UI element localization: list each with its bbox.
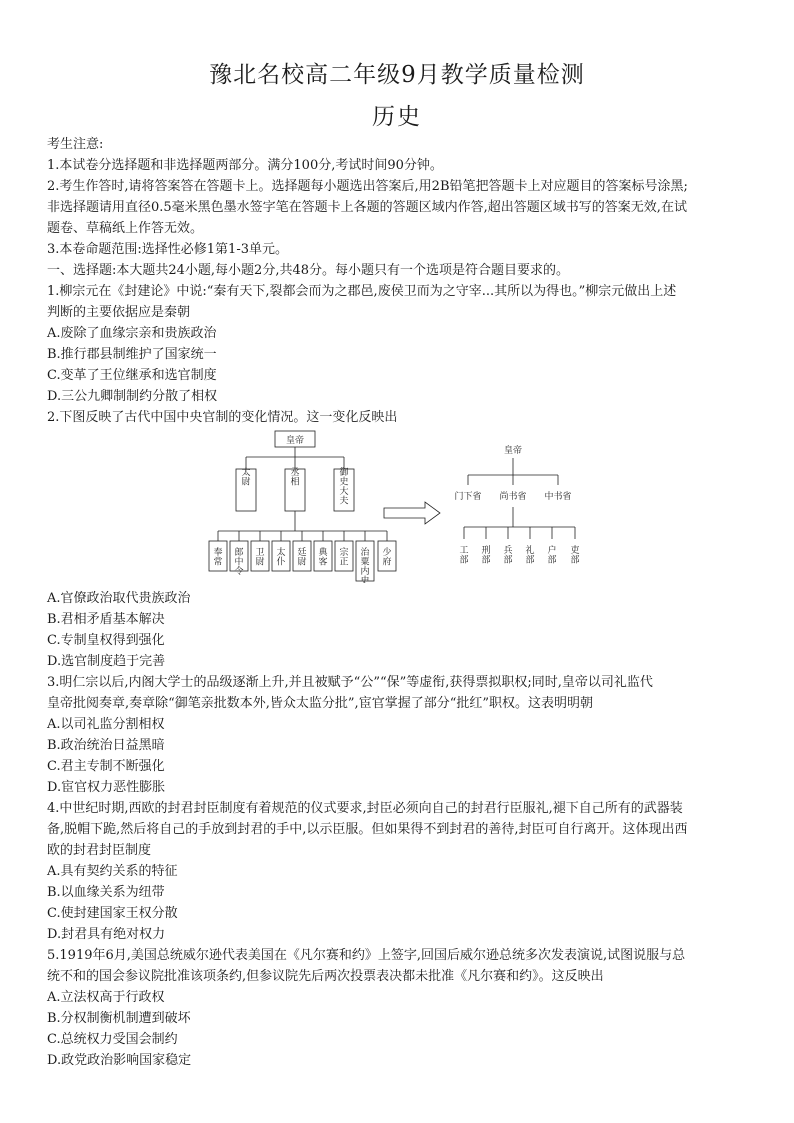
q5-stem: 5.1919年6月,美国总统威尔逊代表美国在《凡尔赛和约》上签字,回国后威尔逊总统多次发表演说,试图说服与总 <box>47 948 686 963</box>
diagram-taiwei: 太尉 <box>241 468 251 488</box>
q3-stem: 皇帝批阅奏章,奏章除“御笔亲批数本外,皆众太监分批”,宦官掌握了部分“批红”职权。这表明明朝 <box>47 696 593 711</box>
diagram-bingbu: 兵部 <box>503 546 513 566</box>
q3-option-d: D.宦官权力恶性膨胀 <box>47 780 166 795</box>
q2-option-b: B.君相矛盾基本解决 <box>47 612 165 627</box>
q5-option-a: A.立法权高于行政权 <box>47 990 165 1005</box>
diagram-taipu: 太仆 <box>276 548 286 568</box>
diagram-emperor-right: 皇帝 <box>503 446 523 456</box>
q5-option-d: D.政党政治影响国家稳定 <box>47 1053 192 1068</box>
diagram-chengxiang: 丞相 <box>290 468 300 488</box>
q4-option-c: C.使封建国家王权分散 <box>47 906 178 921</box>
q1-option-d: D.三公九卿制制约分散了相权 <box>47 389 218 404</box>
notice-item: 1.本试卷分选择题和非选择题两部分。满分100分,考试时间90分钟。 <box>47 158 443 173</box>
diagram-hubu: 户部 <box>547 546 557 566</box>
exam-body-bottom <box>47 588 757 1071</box>
q1-option-b: B.推行郡县制维护了国家统一 <box>47 347 217 362</box>
diagram-gongbu: 工部 <box>459 546 469 566</box>
exam-title: 豫北名校高二年级9月教学质量检测 <box>209 62 585 88</box>
diagram-yushidafu: 御史大夫 <box>339 468 349 507</box>
diagram-zhisuneishi: 治粟内史 <box>360 548 370 583</box>
diagram-zongzheng: 宗正 <box>339 548 349 568</box>
q2-option-c: C.专制皇权得到强化 <box>47 633 165 648</box>
diagram-libu-rites: 礼部 <box>525 546 535 566</box>
q5-stem: 统不和的国会参议院批准该项条约,但参议院先后两次投票表决都未批准《凡尔赛和约》。这反映出 <box>47 969 604 984</box>
official-system-diagram <box>200 423 600 583</box>
section-heading: 一、选择题:本大题共24小题,每小题2分,共48分。每小题只有一个选项是符合题目要求的。 <box>47 263 570 278</box>
exam-body-top <box>47 134 757 428</box>
q1-stem: 判断的主要依据应是秦朝 <box>47 305 191 320</box>
notice-item: 非选择题请用直径0.5毫米黑色墨水签字笔在答题卡上各题的答题区域内作答,超出答题区域书写的答案无效,在试 <box>47 200 687 215</box>
q2-option-a: A.官僚政治取代贵族政治 <box>47 591 191 606</box>
diagram-zhongshusheng: 中书省 <box>544 492 572 502</box>
diagram-menxiasheng: 门下省 <box>454 492 482 502</box>
q4-option-b: B.以血缘关系为纽带 <box>47 885 165 900</box>
q4-option-a: A.具有契约关系的特征 <box>47 864 178 879</box>
diagram-libu-personnel: 吏部 <box>570 546 580 566</box>
q1-option-c: C.变革了王位继承和选官制度 <box>47 368 217 383</box>
q3-option-a: A.以司礼监分割相权 <box>47 717 165 732</box>
q2-option-d: D.选官制度趋于完善 <box>47 654 166 669</box>
diagram-langzhongling: 郎中令 <box>234 548 244 577</box>
q4-option-d: D.封君具有绝对权力 <box>47 927 166 942</box>
diagram-emperor-left: 皇帝 <box>285 436 305 446</box>
q5-option-c: C.总统权力受国会制约 <box>47 1032 178 1047</box>
q4-stem: 欧的封君封臣制度 <box>47 843 152 858</box>
q4-stem: 4.中世纪时期,西欧的封君封臣制度有着规范的仪式要求,封臣必须向自己的封君行臣服礼,褪下自己所有的武器装 <box>47 801 683 816</box>
notice-item: 3.本卷命题范围:选择性必修1第1-3单元。 <box>47 242 288 257</box>
q1-stem: 1.柳宗元在《封建论》中说:“秦有天下,裂都会而为之郡邑,废侯卫而为之守宰...其所以为得也。”柳宗元做出上述 <box>47 284 677 299</box>
diagram-fengchang: 奉常 <box>213 548 223 568</box>
diagram-shangshusheng: 尚书省 <box>499 492 527 502</box>
diagram-weiwei: 卫尉 <box>255 548 265 568</box>
q3-option-b: B.政治统治日益黑暗 <box>47 738 165 753</box>
exam-subject: 历史 <box>372 104 422 130</box>
notice-item: 题卷、草稿纸上作答无效。 <box>47 221 204 236</box>
q1-option-a: A.废除了血缘宗亲和贵族政治 <box>47 326 217 341</box>
diagram-tingwei: 廷尉 <box>297 548 307 568</box>
diagram-shaofu: 少府 <box>382 548 392 568</box>
q3-option-c: C.君主专制不断强化 <box>47 759 165 774</box>
diagram-dianke: 典客 <box>318 548 328 568</box>
diagram-xingbu: 刑部 <box>481 546 491 566</box>
q3-stem: 3.明仁宗以后,内阁大学士的品级逐渐上升,并且被赋予“公”“保”等虚衔,获得票拟职权;同时,皇帝以司礼监代 <box>47 675 653 690</box>
notice-item: 2.考生作答时,请将答案答在答题卡上。选择题每小题选出答案后,用2B铅笔把答题卡上对应题目的答案标号涂黑; <box>47 179 688 194</box>
q2-stem: 2.下图反映了古代中国中央官制的变化情况。这一变化反映出 <box>47 410 398 425</box>
notice-heading: 考生注意: <box>47 137 104 152</box>
q4-stem: 备,脱帽下跪,然后将自己的手放到封君的手中,以示臣服。但如果得不到封君的善待,封臣可自行离开。这体现出西 <box>47 822 688 837</box>
q5-option-b: B.分权制衡机制遭到破坏 <box>47 1011 191 1026</box>
